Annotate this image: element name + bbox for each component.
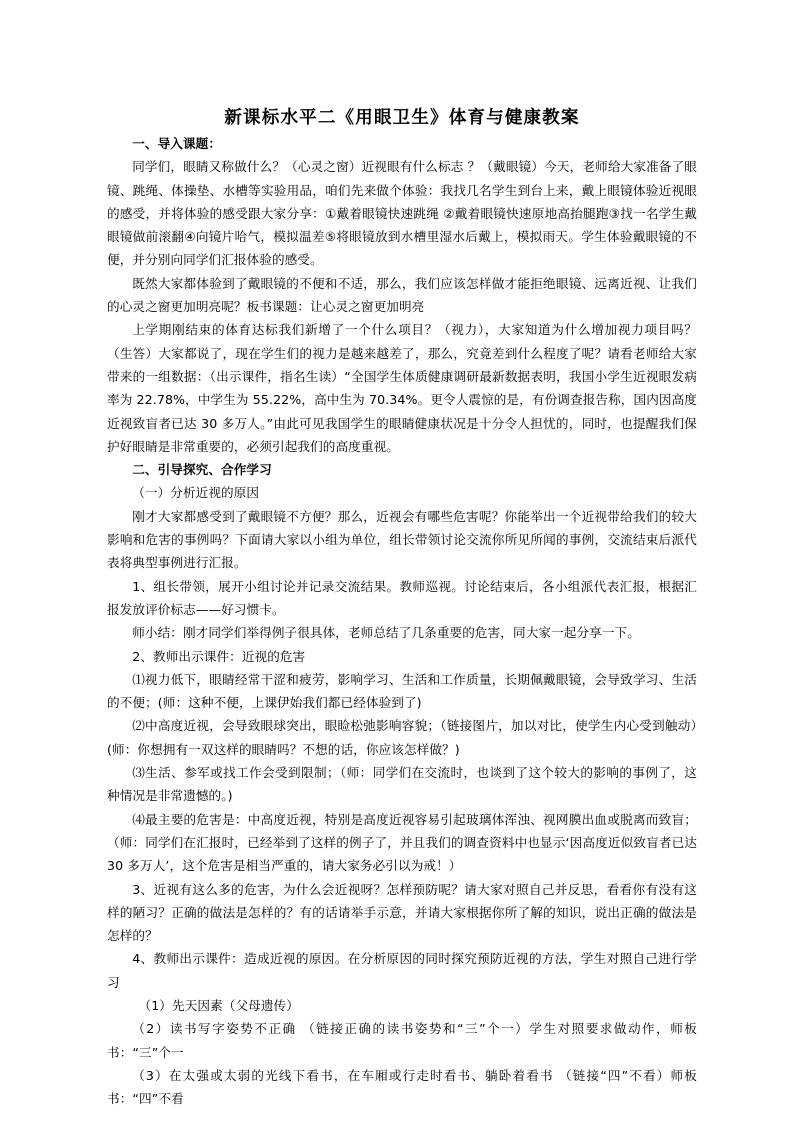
paragraph: 师小结：刚才同学们举得例子很具体，老师总结了几条重要的危害，同大家一起分享一下。	[132, 625, 640, 641]
paragraph: 2、教师出示课件：近视的危害	[132, 648, 306, 664]
paragraph: ⑵中高度近视，会导致眼球突出，眼睑松弛影响容貌；（链接图片，加以对比，使学生内心受到触动）(师：你想拥有一双这样的眼睛吗？不想的话，你应该怎样做？)	[107, 718, 697, 757]
paragraph: ⑴视力低下，眼睛经常干涩和疲劳，影响学习、生活和工作质量，长期佩戴眼镜，会导致学习、生活的不便；(师：这种不便，上课伊始我们都已经体验到了)	[107, 671, 697, 711]
paragraph: （2）读书写字姿势不正确 （链接正确的读书姿势和“三”个一）学生对照要求做动作，师板书：“三”个一	[107, 1021, 697, 1060]
paragraph-list	[107, 132, 697, 1110]
document-body	[107, 106, 697, 1110]
paragraph: 刚才大家都感受到了戴眼镜不方便？那么，近视会有哪些危害呢？你能举出一个近视带给我们的较大影响和危害的事例吗？下面请大家以小组为单位，组长带领讨论交流你所见所闻的事例，交流结束后派代表将典型事例进行汇报。	[107, 508, 697, 571]
paragraph: 上学期刚结束的体育达标我们新增了一个什么项目？（视力），大家知道为什么增加视力项目吗？（生答）大家都说了，现在学生们的视力是越来越差了，那么，究竟差到什么程度了呢？请看老师给大家带来的一组数据：（出示课件，指名生读）“全国学生体质健康调研最新数据表明，我国小学生近视眼发病率为 22.78%，中学生为 55.22%，高中生为 70.34%。更令人震惊的是，有份调查报告称，国内因高度近视致盲者已达 30 多万人。”由此可见我国学生的眼睛健康状况是十分令人担忧的，同时，也提醒我们保护好眼睛是非常重要的，必须引起我们的高度重视。	[107, 322, 697, 454]
paragraph: 1、组长带领，展开小组讨论并记录交流结果。教师巡视。讨论结束后，各小组派代表汇报，根据汇报发放评价标志——好习惯卡。	[107, 578, 697, 617]
paragraph: （3）在太强或太弱的光线下看书，在车厢或行走时看书、躺卧着看书 （链接“四”不看）师板书：“四”不看	[107, 1067, 697, 1107]
paragraph: （1）先天因素（父母遗传）	[138, 997, 299, 1013]
paragraph: ⑶生活、参军或找工作会受到限制；（师：同学们在交流时，也谈到了这个较大的影响的事例了，这种情况是非常遗憾的。)	[107, 765, 697, 804]
paragraph: 4、教师出示课件：造成近视的原因。在分析原因的同时探究预防近视的方法，学生对照自己进行学习	[107, 951, 697, 990]
section-heading: 一、导入课题：	[132, 136, 222, 151]
paragraph: ⑷最主要的危害是：中高度近视，特别是高度近视容易引起玻璃体浑浊、视网膜出血或脱离而致盲；（师：同学们在汇报时，已经举到了这样的例子了，并且我们的调查资料中也显示‘因高度近似致盲者已达 30 多万人’，这个危害是相当严重的，请大家务必引以为戒！）	[107, 811, 697, 874]
paragraph: （一）分析近视的原因	[132, 485, 260, 501]
paragraph: 既然大家都体验到了戴眼镜的不便和不适，那么，我们应该怎样做才能拒绝眼镜、远离近视、让我们的心灵之窗更加明亮呢？板书课题：让心灵之窗更加明亮	[107, 275, 697, 315]
section-heading: 二、引导探究、合作学习	[132, 462, 272, 478]
paragraph: 3、近视有这么多的危害，为什么会近视呀？怎样预防呢？请大家对照自己并反思，看看你有没有这样的陋习？正确的做法是怎样的？有的话请举手示意，并请大家根据你所了解的知识，说出正确的做法是怎样的？	[107, 881, 697, 944]
document-title: 新课标水平二《用眼卫生》体育与健康教案	[224, 108, 580, 128]
paragraph: 同学们，眼睛又称做什么？（心灵之窗）近视眼有什么标志 ？（戴眼镜）今天，老师给大家准备了眼镜、跳绳、体操垫、水槽等实验用品，咱们先来做个体验：我找几名学生到台上来，戴上眼镜体验近视眼的感受，并将体验的感受跟大家分享：①戴着眼镜快速跳绳 ②戴着眼镜快速原地高抬腿跑③找一名学生戴眼镜做前滚翻④向镜片哈气，模拟温差⑤将眼镜放到水槽里湿水后戴上，模拟雨天。学生体验戴眼镜的不便，并分别向同学们汇报体验的感受。	[107, 159, 697, 268]
